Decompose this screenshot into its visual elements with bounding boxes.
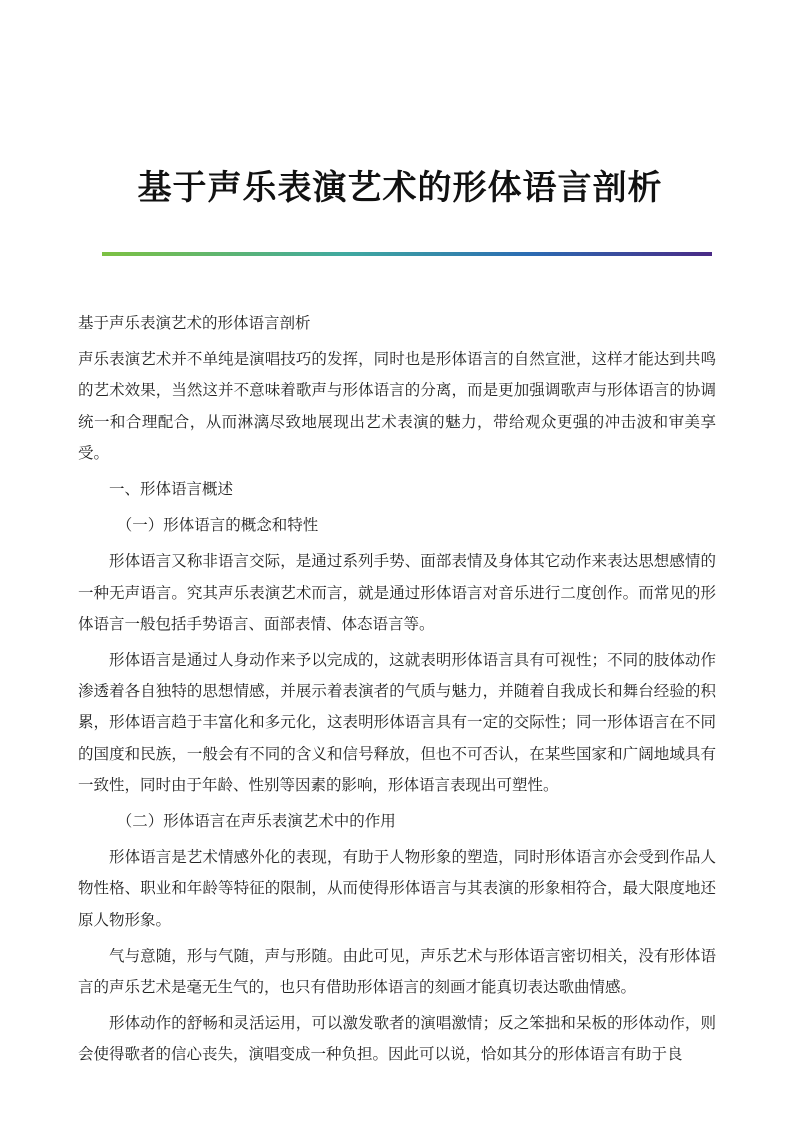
paragraph: 形体动作的舒畅和灵活运用，可以激发歌者的演唱激情；反之笨拙和呆板的形体动作，则会使得歌者的信心丧失，演唱变成一种负担。因此可以说，恰如其分的形体语言有助于良 xyxy=(78,1014,716,1064)
paragraph: 形体语言是通过人身动作来予以完成的，这就表明形体语言具有可视性；不同的肢体动作渗透着各自独特的思想情感，并展示着表演者的气质与魅力，并随着自我成长和舞台经验的积累，形体语言趋于丰富化和多元化，这表明形体语言具有一定的交际性；同一形体语言在不同的国度和民族，一般会有不同的含义和信号释放，但也不可否认，在某些国家和广阔地域具有一致性，同时由于年龄、性别等因素的影响，形体语言表现出可塑性。 xyxy=(78,651,716,794)
paragraph: 形体语言是艺术情感外化的表现，有助于人物形象的塑造，同时形体语言亦会受到作品人物性格、职业和年龄等特征的限制，从而使得形体语言与其表演的形象相符合，最大限度地还原人物形象。 xyxy=(78,848,716,929)
subsection-heading: （二）形体语言在声乐表演艺术中的作用 xyxy=(116,812,396,831)
subsection-heading: （一）形体语言的概念和特性 xyxy=(116,516,319,535)
title-divider xyxy=(102,252,712,256)
paragraph: 声乐表演艺术并不单纯是演唱技巧的发挥，同时也是形体语言的自然宣泄，这样才能达到共鸣的艺术效果，当然这并不意味着歌声与形体语言的分离，而是更加强调歌声与形体语言的协调统一和合理配合，从而淋漓尽致地展现出艺术表演的魅力，带给观众更强的冲击波和审美享受。 xyxy=(78,350,716,462)
section-heading: 一、形体语言概述 xyxy=(109,480,234,499)
paragraph: 气与意随，形与气随，声与形随。由此可见，声乐艺术与形体语言密切相关，没有形体语言的声乐艺术是毫无生气的，也只有借助形体语言的刻画才能真切表达歌曲情感。 xyxy=(78,946,716,997)
document-subtitle: 基于声乐表演艺术的形体语言剖析 xyxy=(78,314,311,332)
document-body xyxy=(78,308,716,1076)
document-title: 基于声乐表演艺术的形体语言剖析 xyxy=(137,168,663,208)
paragraph: 形体语言又称非语言交际，是通过系列手势、面部表情及身体其它动作来表达思想感情的一种无声语言。究其声乐表演艺术而言，就是通过形体语言对音乐进行二度创作。而常见的形体语言一般包括手势语言、面部表情、体态语言等。 xyxy=(78,552,716,633)
